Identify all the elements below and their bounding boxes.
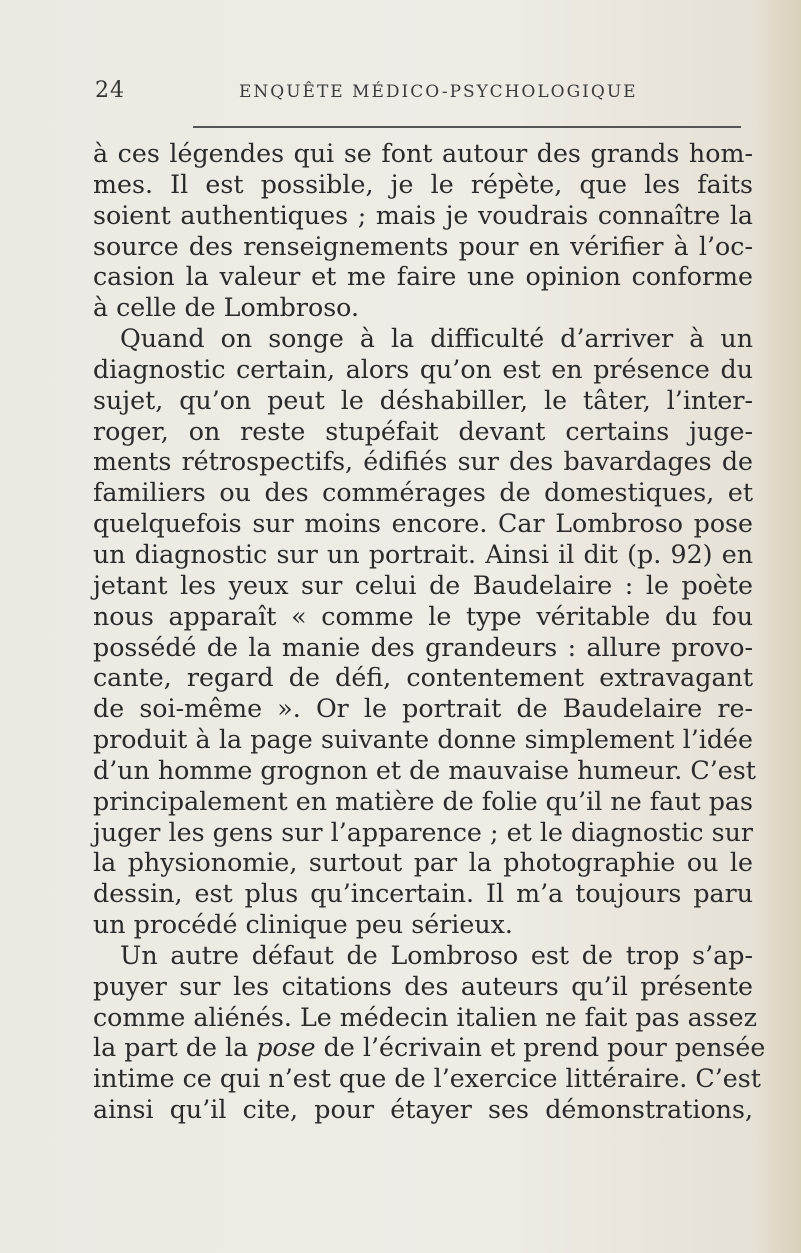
text-line: produit à la page suivante donne simplement l’idée (93, 725, 753, 755)
text-line: ments rétrospectifs, édifiés sur des bavardages de (93, 447, 753, 477)
text-line: comme aliénés. Le médecin italien ne fait pas assez (93, 1002, 757, 1032)
text-line: jetant les yeux sur celui de Baudelaire : le poète (93, 570, 753, 600)
text-line: un diagnostic sur un portrait. Ainsi il dit (p. 92) en (93, 539, 753, 569)
text-line: diagnostic certain, alors qu’on est en présence du (93, 354, 753, 384)
text-line: soient authentiques ; mais je voudrais connaître la (93, 200, 753, 230)
text-line: principalement en matière de folie qu’il ne faut pas (93, 786, 753, 816)
text-line: possédé de la manie des grandeurs : allure provo- (93, 632, 753, 662)
text-line: de soi-même ». Or le portrait de Baudelaire re- (93, 694, 753, 724)
body-text (93, 139, 766, 1126)
text-line: à ces légendes qui se font autour des grands hom- (93, 139, 753, 168)
text-line: dessin, est plus qu’incertain. Il m’a toujours paru (93, 879, 753, 909)
text-line: mes. Il est possible, je le répète, que les faits (93, 169, 753, 199)
text-line: Quand on songe à la difficulté d’arriver à un (120, 324, 753, 354)
text-line: sujet, qu’on peut le déshabiller, le tâter, l’inter- (93, 385, 753, 415)
running-title: ENQUÊTE MÉDICO-PSYCHOLOGIQUE (239, 82, 638, 102)
text-line: familiers ou des commérages de domestiques, et (93, 478, 753, 508)
text-line: quelquefois sur moins encore. Car Lombroso pose (93, 509, 753, 539)
text-segment: la part de la (93, 1033, 257, 1063)
text-line: nous apparaît « comme le type véritable du fou (93, 601, 753, 631)
text-line: la physionomie, surtout par la photographie ou le (93, 848, 753, 878)
page-header (95, 78, 715, 108)
text-line: roger, on reste stupéfait devant certains juge- (93, 416, 753, 446)
text-line: Un autre défaut de Lombroso est de trop s’ap- (120, 940, 753, 970)
text-line: à celle de Lombroso. (93, 293, 360, 323)
text-line: juger les gens sur l’apparence ; et le diagnostic sur (93, 817, 753, 847)
text-line: puyer sur les citations des auteurs qu’il présente (93, 971, 753, 1001)
page-number: 24 (95, 78, 125, 103)
text-line: d’un homme grognon et de mauvaise humeur. C’est (93, 755, 756, 785)
text-segment: de l’écrivain et prend pour pensée (315, 1033, 766, 1063)
text-line: intime ce qui n’est que de l’exercice littéraire. C’est (93, 1064, 761, 1094)
text-line (93, 1033, 766, 1064)
header-rule (193, 126, 741, 128)
text-line: cante, regard de défi, contentement extravagant (93, 663, 753, 693)
text-line: ainsi qu’il cite, pour étayer ses démonstrations, (93, 1095, 753, 1125)
text-line: source des renseignements pour en vérifier à l’oc- (93, 231, 753, 261)
text-line: casion la valeur et me faire une opinion conforme (93, 262, 753, 292)
italic-word: pose (256, 1033, 316, 1063)
text-line: un procédé clinique peu sérieux. (93, 910, 513, 940)
